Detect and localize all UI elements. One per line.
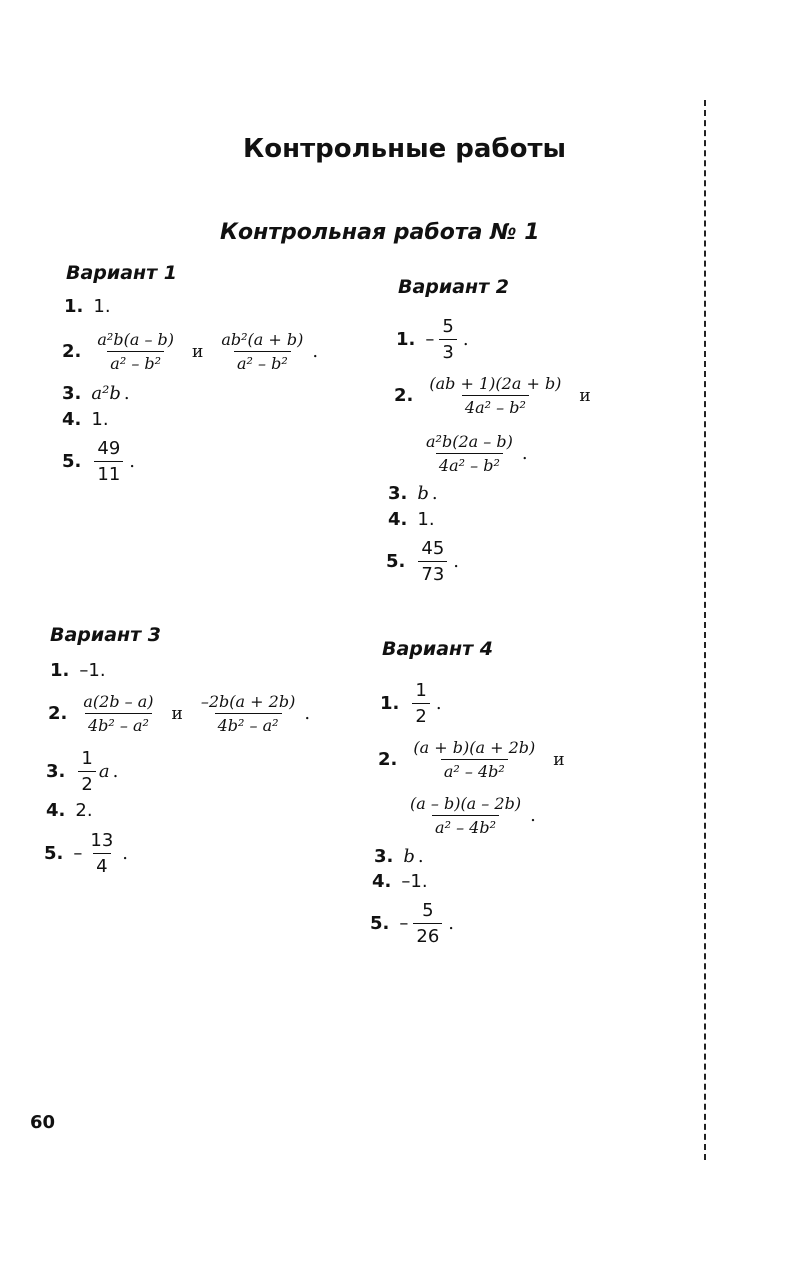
v2-answer-3: 3. b . (388, 483, 438, 504)
v3-answer-4: 4. 2. (46, 800, 93, 821)
v1-answer-1: 1. 1. (64, 296, 111, 317)
v2-answer-4: 4. 1. (388, 509, 435, 530)
fraction: $\frac{1}{2}$ (412, 680, 429, 727)
fraction: $\frac{\text{ab²(a + b)}}{\text{a² – b²}}$ (221, 330, 304, 373)
fraction: $\frac{\text{a²b(2a – b)}}{\text{4a² – b²}}$ (426, 432, 513, 475)
v4-answer-2-cont: $\frac{(a - b)(a - 2b)}{\text{a² – 4b²}}$ . (404, 794, 536, 837)
v1-answer-2: 2. $\frac{\text{a²b(a – b)}}{\text{a² – b²}}$ и $\frac{\text{ab²(a + b)}}{\text{a² – b²}}$ . (62, 330, 319, 373)
v3-answer-2: 2. $\frac{a(2b - a)}{\text{4b² – a²}}$ и $\frac{-2b(a + 2b)}{\text{4b² – a²}}$ . (48, 692, 311, 735)
variant-2-label: Вариант 2 (398, 276, 510, 298)
fraction: $\frac{(a + b)(a + 2b)}{\text{a² – 4b²}}$ (413, 738, 536, 781)
v2-answer-5: 5. $\frac{45}{73}$ . (386, 538, 460, 585)
fraction: $\frac{\text{a²b(a – b)}}{\text{a² – b²}}$ (97, 330, 175, 373)
page-title: Контрольные работы (243, 134, 567, 164)
fraction: $\frac{-2b(a + 2b)}{\text{4b² – a²}}$ (200, 692, 296, 735)
v1-answer-4: 4. 1. (62, 409, 109, 430)
fraction: $\frac{5}{3}$ (439, 316, 456, 363)
v4-answer-2: 2. $\frac{(a + b)(a + 2b)}{\text{a² – 4b²}}$ и (378, 738, 565, 781)
v4-answer-1: 1. $\frac{1}{2}$ . (380, 680, 442, 727)
v1-answer-3: 3. a²b . (62, 383, 130, 404)
v2-answer-1: 1. – $\frac{5}{3}$ . (396, 316, 469, 363)
variant-1-label: Вариант 1 (66, 262, 178, 284)
fraction: $\frac{45}{73}$ (418, 538, 447, 585)
cut-line (704, 100, 706, 1160)
v4-answer-5: 5. – $\frac{5}{26}$ . (370, 900, 455, 947)
variant-4-label: Вариант 4 (382, 638, 494, 660)
fraction: $\frac{(a - b)(a - 2b)}{\text{a² – 4b²}}$ (410, 794, 522, 837)
v3-answer-1: 1. –1. (50, 660, 106, 681)
v3-answer-3: 3. $\frac{1}{2}$ a . (46, 748, 119, 795)
test-title: Контрольная работа № 1 (220, 220, 540, 245)
page-number: 60 (30, 1112, 56, 1133)
fraction: $\frac{a(2b - a)}{\text{4b² – a²}}$ (83, 692, 154, 735)
v2-answer-2: 2. $\frac{(ab + 1)(2a + b)}{\text{4a² – b²}}$ и (394, 374, 591, 417)
v1-answer-5: 5. $\frac{49}{11}$ . (62, 438, 136, 485)
v4-answer-4: 4. –1. (372, 871, 428, 892)
fraction: $\frac{13}{4}$ (90, 830, 114, 877)
fraction: $\frac{(ab + 1)(2a + b)}{\text{4a² – b²}}$ (429, 374, 562, 417)
fraction: $\frac{1}{2}$ (78, 748, 95, 795)
v4-answer-3: 3. b . (374, 846, 424, 867)
variant-3-label: Вариант 3 (50, 624, 162, 646)
fraction: $\frac{49}{11}$ (94, 438, 123, 485)
v2-answer-2-cont: $\frac{\text{a²b(2a – b)}}{\text{4a² – b²}}$ . (420, 432, 528, 475)
v3-answer-5: 5. – $\frac{13}{4}$ . (44, 830, 129, 877)
fraction: $\frac{5}{26}$ (413, 900, 442, 947)
